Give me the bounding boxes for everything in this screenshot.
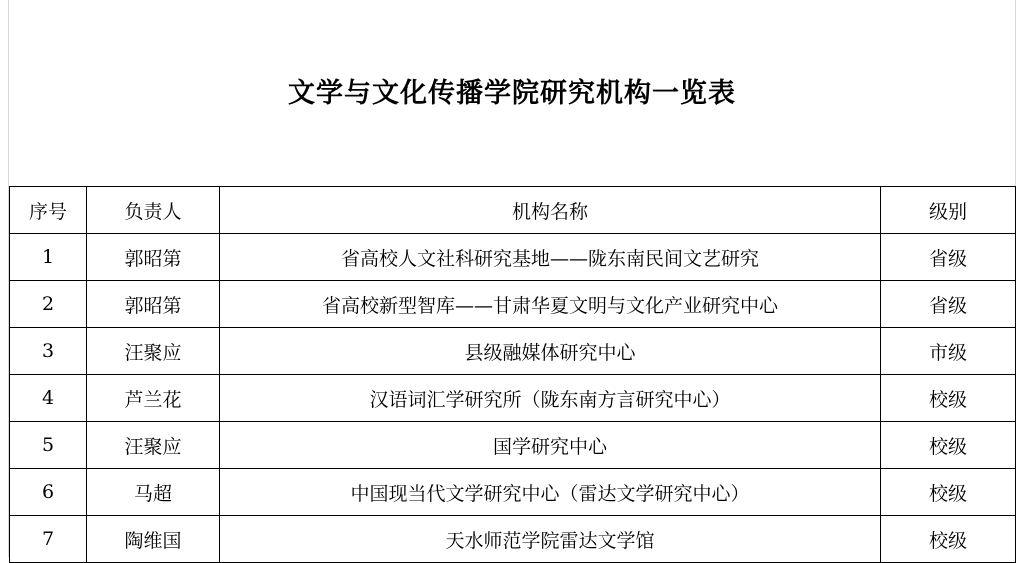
- cell-head: 芦兰花: [87, 375, 220, 422]
- cell-head: 汪聚应: [87, 328, 220, 375]
- cell-no: 7: [10, 516, 87, 563]
- table-row: [10, 469, 1016, 516]
- page-title: 文学与文化传播学院研究机构一览表: [288, 78, 736, 109]
- cell-name: 中国现当代文学研究中心（雷达文学研究中心）: [220, 469, 881, 516]
- cell-no: 3: [10, 328, 87, 375]
- cell-level: 省级: [881, 281, 1016, 328]
- table-row: [10, 422, 1016, 469]
- cell-level: 省级: [881, 234, 1016, 281]
- research-institutions-table-wrapper: [9, 186, 1015, 563]
- cell-head: 郭昭第: [87, 234, 220, 281]
- cell-name: 国学研究中心: [220, 422, 881, 469]
- cell-name: 县级融媒体研究中心: [220, 328, 881, 375]
- cell-head: 汪聚应: [87, 422, 220, 469]
- column-header-name: 机构名称: [220, 187, 881, 234]
- column-header-no: 序号: [10, 187, 87, 234]
- table-row: [10, 234, 1016, 281]
- cell-no: 4: [10, 375, 87, 422]
- cell-head: 马超: [87, 469, 220, 516]
- cell-name: 省高校人文社科研究基地——陇东南民间文艺研究: [220, 234, 881, 281]
- cell-name: 汉语词汇学研究所（陇东南方言研究中心）: [220, 375, 881, 422]
- cell-no: 2: [10, 281, 87, 328]
- table-row: [10, 516, 1016, 563]
- cell-name: 省高校新型智库——甘肃华夏文明与文化产业研究中心: [220, 281, 881, 328]
- cell-level: 校级: [881, 469, 1016, 516]
- table-row: [10, 281, 1016, 328]
- cell-no: 6: [10, 469, 87, 516]
- cell-level: 校级: [881, 516, 1016, 563]
- table-row: [10, 328, 1016, 375]
- research-institutions-table: [9, 186, 1016, 563]
- cell-no: 5: [10, 422, 87, 469]
- cell-level: 校级: [881, 375, 1016, 422]
- cell-head: 郭昭第: [87, 281, 220, 328]
- column-header-head: 负责人: [87, 187, 220, 234]
- table-row: [10, 375, 1016, 422]
- cell-level: 校级: [881, 422, 1016, 469]
- cell-no: 1: [10, 234, 87, 281]
- column-header-level: 级别: [881, 187, 1016, 234]
- cell-head: 陶维国: [87, 516, 220, 563]
- table-header-row: [10, 187, 1016, 234]
- cell-level: 市级: [881, 328, 1016, 375]
- cell-name: 天水师范学院雷达文学馆: [220, 516, 881, 563]
